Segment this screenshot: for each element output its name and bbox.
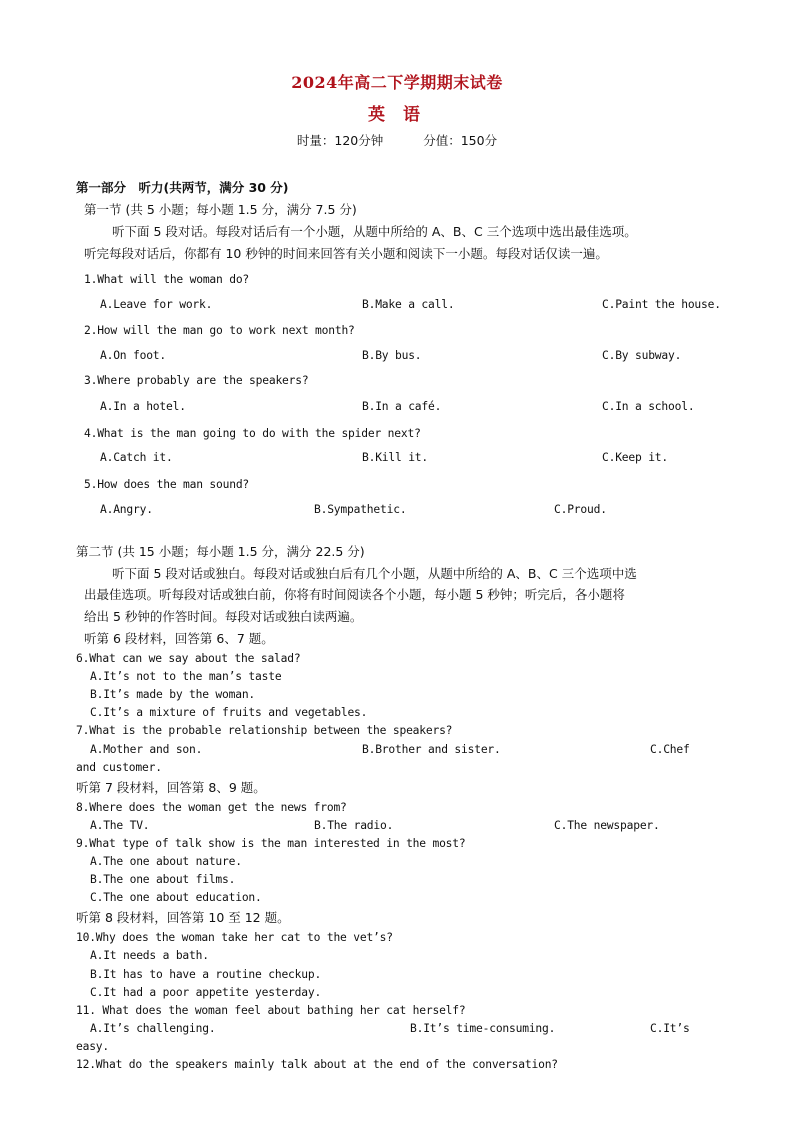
exam-title: 2024年高二下学期期末试卷 — [291, 73, 503, 92]
question-1-option-a: A.Leave for work. — [100, 298, 213, 311]
material-6-label: 听第 6 段材料，回答第 6、7 题。 — [84, 631, 274, 646]
question-7-stem: 7.What is the probable relationship between the speakers? — [76, 724, 453, 737]
section1-instruction-line1: 听下面 5 段对话。每段对话后有一个小题，从题中所给的 A、B、C 三个选项中选出最佳选项。 — [112, 224, 637, 239]
question-9-option-a: A.The one about nature. — [90, 855, 242, 868]
question-9-option-c: C.The one about education. — [90, 891, 262, 904]
question-8-option-a: A.The TV. — [90, 819, 150, 832]
section2-instruction-line3: 给出 5 秒钟的作答时间。每段对话或独白读两遍。 — [84, 609, 363, 624]
question-6-option-c: C.It’s a mixture of fruits and vegetables. — [90, 706, 368, 719]
question-2-option-b: B.By bus. — [362, 349, 422, 362]
question-6-stem: 6.What can we say about the salad? — [76, 652, 301, 665]
question-11-stem: 11. What does the woman feel about bathing her cat herself? — [76, 1004, 466, 1017]
question-4-option-b: B.Kill it. — [362, 451, 429, 464]
subject-title: 英 语 — [368, 105, 426, 125]
question-4-option-c: C.Keep it. — [602, 451, 669, 464]
question-1-stem: 1.What will the woman do? — [84, 273, 250, 286]
question-7-option-b: B.Brother and sister. — [362, 743, 501, 756]
question-6-option-a: A.It’s not to the man’s taste — [90, 670, 282, 683]
question-2-option-c: C.By subway. — [602, 349, 682, 362]
exam-score: 分值：150分 — [423, 133, 498, 148]
exam-time: 时量：120分钟 — [296, 133, 384, 148]
question-3-option-c: C.In a school. — [602, 400, 695, 413]
question-10-option-b: B.It has to have a routine checkup. — [90, 968, 322, 981]
question-8-option-c: C.The newspaper. — [554, 819, 660, 832]
section2-instruction-line2: 出最佳选项。听每段对话或独白前，你将有时间阅读各个小题，每小题 5 秒钟；听完后，各小题将 — [84, 587, 625, 602]
question-7-option-c-continued: and customer. — [76, 761, 162, 774]
question-5-option-a: A.Angry. — [100, 503, 153, 516]
question-3-option-b: B.In a café. — [362, 400, 442, 413]
material-7-label: 听第 7 段材料，回答第 8、9 题。 — [76, 780, 266, 795]
question-10-stem: 10.Why does the woman take her cat to the vet’s? — [76, 931, 393, 944]
question-10-option-a: A.It needs a bath. — [90, 949, 209, 962]
question-11-option-a: A.It’s challenging. — [90, 1022, 216, 1035]
exam-meta — [0, 131, 794, 149]
question-12-stem: 12.What do the speakers mainly talk about at the end of the conversation? — [76, 1058, 558, 1071]
question-3-option-a: A.In a hotel. — [100, 400, 186, 413]
question-3-stem: 3.Where probably are the speakers? — [84, 374, 309, 387]
question-1-option-c: C.Paint the house. — [602, 298, 721, 311]
question-2-stem: 2.How will the man go to work next month? — [84, 324, 355, 337]
question-4-stem: 4.What is the man going to do with the spider next? — [84, 427, 421, 440]
question-1-option-b: B.Make a call. — [362, 298, 455, 311]
question-7-option-a: A.Mother and son. — [90, 743, 203, 756]
question-5-stem: 5.How does the man sound? — [84, 478, 250, 491]
question-8-option-b: B.The radio. — [314, 819, 394, 832]
section2-instruction-line1: 听下面 5 段对话或独白。每段对话或独白后有几个小题，从题中所给的 A、B、C 三个选项中选 — [112, 566, 637, 581]
question-10-option-c: C.It had a poor appetite yesterday. — [90, 986, 322, 999]
section1-instruction-line2: 听完每段对话后，你都有 10 秒钟的时间来回答有关小题和阅读下一小题。每段对话仅读一遍。 — [84, 246, 608, 261]
question-7-option-c: C.Chef — [650, 743, 690, 756]
question-9-stem: 9.What type of talk show is the man interested in the most? — [76, 837, 466, 850]
question-2-option-a: A.On foot. — [100, 349, 167, 362]
section2-heading: 第二节 (共 15 小题；每小题 1.5 分，满分 22.5 分) — [76, 544, 365, 559]
material-8-label: 听第 8 段材料，回答第 10 至 12 题。 — [76, 910, 290, 925]
question-9-option-b: B.The one about films. — [90, 873, 236, 886]
question-11-option-c-continued: easy. — [76, 1040, 110, 1053]
question-5-option-b: B.Sympathetic. — [314, 503, 407, 516]
part1-heading: 第一部分 听力(共两节，满分 30 分) — [76, 180, 289, 195]
question-11-option-c: C.It’s — [650, 1022, 690, 1035]
question-6-option-b: B.It’s made by the woman. — [90, 688, 256, 701]
question-4-option-a: A.Catch it. — [100, 451, 173, 464]
section1-heading: 第一节 (共 5 小题；每小题 1.5 分，满分 7.5 分) — [84, 202, 357, 217]
question-8-stem: 8.Where does the woman get the news from? — [76, 801, 347, 814]
question-11-option-b: B.It’s time-consuming. — [410, 1022, 556, 1035]
question-5-option-c: C.Proud. — [554, 503, 607, 516]
